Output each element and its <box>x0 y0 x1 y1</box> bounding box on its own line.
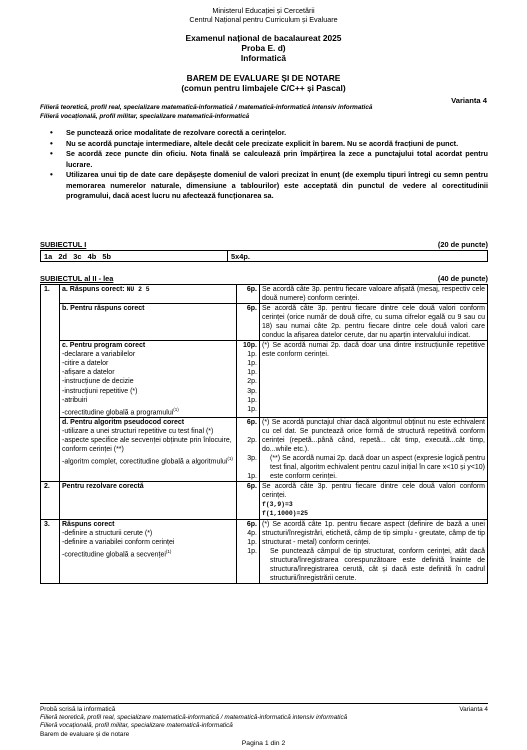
points-value: 2p. <box>247 378 257 386</box>
rule-item: • Nu se acordă punctaje intermediare, altele decât cele precizate explicit în barem. Nu se acordă fracțiuni de punct. <box>40 139 488 149</box>
item-description <box>60 519 237 583</box>
subject-label: Informatică <box>240 53 287 63</box>
criterion: -instrucțiuni repetitive (*) <box>62 387 138 395</box>
comment-text: (*) Se acordă punctajul chiar dacă algoritmul obținut nu este echivalent cu cel dat. Se punctează orice formă de structură repetitivă conform cerinței (repetă...până când, repetă... cât timp, execută...cât timp, do...while etc.). <box>262 418 485 454</box>
filiera-line: Filieră teoretică, profil real, specializare matematică-informatică / matematică-informatică intensiv informatică <box>40 104 373 111</box>
rule-item: • Utilizarea unui tip de date care depășește domeniul de valori precizat în enunț (de exemplu tipuri întregi cu semn pentru memorarea numerelor naturale, dimensiune a tablourilor) este acceptată din punctul de vedere al corectitudinii programului, dacă acest lucru nu afectează funcționarea sa. <box>40 170 488 201</box>
comment-text: (*) Se acordă câte 1p. pentru fiecare aspect (definire de bază a unei structuri/înregistrări, etichetă, câmp de tip simplu - greutate, câmp de tip structurat - metal) conform cerinței. <box>262 520 485 546</box>
item-description <box>60 417 237 481</box>
points-value: 1p. <box>247 405 257 413</box>
points-value: 1p. <box>247 538 257 546</box>
criterion: -afișare a datelor <box>62 369 115 377</box>
item-title: Pentru rezolvare corectă <box>60 482 237 519</box>
row-number: 2. <box>41 482 60 519</box>
table-row <box>41 417 488 481</box>
subiect2-title: SUBIECTUL al II - lea <box>40 274 114 283</box>
footer-variant: Varianta 4 <box>459 706 488 713</box>
item-comment <box>260 519 488 583</box>
item-comment <box>260 417 488 481</box>
item-comment: (*) Se acordă numai 2p. dacă doar una dintre instrucțiunile repetitive este conform cerinței. <box>260 341 488 418</box>
answer: 2d <box>58 251 68 261</box>
item-title: a. Răspuns corect: <box>62 286 125 293</box>
table-row <box>41 482 488 519</box>
subiect1-table <box>40 250 488 262</box>
subiect1-points: (20 de puncte) <box>437 240 488 249</box>
subiect1-answers <box>41 251 228 262</box>
footnote-mark: (1) <box>173 406 179 412</box>
item-points: 6p. <box>237 304 260 341</box>
page-number: Pagina 1 din 2 <box>241 740 286 747</box>
table-row <box>41 251 488 262</box>
points-value: 4p. <box>247 529 257 537</box>
footer-filiera: Filieră vocațională, profil militar, specializare matematică-informatică <box>40 722 233 730</box>
table-row <box>41 519 488 583</box>
subiect1-title: SUBIECTUL I <box>40 240 87 249</box>
rule-item: • Se acordă zece puncte din oficiu. Nota finală se calculează prin împărțirea la zece a punctajului total acordat pentru lucrare. <box>40 149 488 169</box>
answer: 5b <box>102 251 112 261</box>
ministry-name: Ministerul Educației și Cercetării <box>212 6 315 15</box>
item-title: Răspuns corect <box>62 520 115 528</box>
points-value: 1p. <box>247 351 257 359</box>
item-points: 6p. <box>237 285 260 304</box>
barem-title: BAREM DE EVALUARE ȘI DE NOTARE <box>186 73 341 83</box>
item-points <box>237 341 260 418</box>
item-points <box>237 417 260 481</box>
item-points <box>237 519 260 583</box>
subiect1-heading <box>40 240 488 249</box>
item-title: d. Pentru algoritm pseudocod corect <box>62 418 185 426</box>
item-comment: Se acordă câte 3p. pentru fiecare valoare afișată (mesaj, respectiv cele două numere) conform cerinței. <box>260 285 488 304</box>
criterion: -instrucțiune de decizie <box>62 378 134 386</box>
comment-text: (**) Se acordă numai 2p. dacă doar un aspect (expresie logică pentru test final, algoritm echivalent pentru cazul inițial în care x<10 și y<10) este conform cerinței. <box>270 455 485 481</box>
footer-barem: Barem de evaluare și de notare <box>40 730 130 738</box>
subiect2-table <box>40 284 488 584</box>
footer-filiera: Filieră teoretică, profil real, specializare matematică-informatică / matematică-informatică intensiv informatică <box>40 714 348 722</box>
table-row <box>41 341 488 418</box>
item-comment: Se acordă câte 3p. pentru fiecare dintre cele două valori conform cerinței (orice număr de două cifre, cu suma cifrelor egală cu 9 sau cu 18) sau numai câte 2p. pentru fiecare dintre cele două valori care conduc la afișarea datelor cerute, dar nu aparțin intervalului indicat. <box>260 304 488 341</box>
row-number: 1. <box>41 285 60 482</box>
footnote-mark: (1) <box>227 456 233 462</box>
footer-divider <box>40 703 488 704</box>
proba-label: Proba E. d) <box>241 43 286 53</box>
answer-code: f(1,1000)=25 <box>262 510 309 518</box>
item-title: c. Pentru program corect <box>62 342 146 350</box>
criterion: -corectitudine globală a secvenței <box>62 550 166 558</box>
points-value: 1p. <box>247 369 257 377</box>
header-institution <box>0 6 527 24</box>
item-points: 6p. <box>237 482 260 519</box>
points-total: 6p. <box>246 418 257 426</box>
footer-exam: Probă scrisă la informatică <box>40 706 116 713</box>
points-value: 1p. <box>247 547 257 555</box>
grading-rules <box>40 128 488 201</box>
comment-text: Se punctează câmpul de tip structurat, conform cerinței, atât dacă structura/înregistrarea corespunzătoare este definită înainte de structura/înregistrarea cerută, cât și dacă este definită în cadrul structurii/înregistrării cerute. <box>270 547 485 582</box>
points-value: 1p. <box>247 473 257 481</box>
points-total: 10p. <box>242 342 257 350</box>
criterion: -aspecte specifice ale secvenței obținute prin înlocuire, conform cerinței (**) <box>62 437 232 454</box>
points-value: 1p. <box>247 360 257 368</box>
criterion: -definire a structurii cerute (*) <box>62 529 153 537</box>
rule-item: • Se punctează orice modalitate de rezolvare corectă a cerințelor. <box>40 128 488 138</box>
variant-label: Varianta 4 <box>451 96 487 105</box>
criterion: -utilizare a unei structuri repetitive cu test final (*) <box>62 428 214 436</box>
filiera-line: Filieră vocațională, profil militar, specializare matematică-informatică <box>40 113 250 120</box>
footer <box>40 706 488 739</box>
comment-text: Se acordă câte 3p. pentru fiecare dintre cele două valori conform cerinței. <box>262 483 485 500</box>
criterion: -declarare a variabilelor <box>62 351 136 359</box>
item-comment <box>260 482 488 519</box>
item-description <box>60 285 237 304</box>
criterion: -definire a variabilei conform cerinței <box>62 538 175 546</box>
points-value: 3p. <box>247 455 257 463</box>
answer: 1a <box>44 251 53 261</box>
exam-title: Examenul național de bacalaureat 2025 <box>185 33 342 43</box>
criterion: -corectitudine globală a programului <box>62 408 174 416</box>
subiect2-heading <box>40 274 488 283</box>
table-row <box>41 285 488 304</box>
answer-code: NU 2 5 <box>126 286 150 293</box>
points-value: 1p. <box>247 396 257 404</box>
center-name: Centrul Național pentru Curriculum și Evaluare <box>189 15 338 24</box>
points-value: 2p. <box>247 437 257 445</box>
footnote-mark: (1) <box>165 548 172 554</box>
subiect1-score: 5x4p. <box>228 251 488 262</box>
item-title: b. Pentru răspuns corect <box>60 304 237 341</box>
row-number: 3. <box>41 519 60 583</box>
languages-note: (comun pentru limbajele C/C++ și Pascal) <box>181 83 346 93</box>
criterion: -citire a datelor <box>62 360 109 368</box>
table-row <box>41 304 488 341</box>
points-total: 6p. <box>246 520 257 528</box>
item-description <box>60 341 237 418</box>
filiere-block <box>40 103 490 121</box>
criterion: -algoritm complet, corectitudine globală a algoritmului <box>62 458 228 466</box>
subiect2-points: (40 de puncte) <box>437 274 488 283</box>
answer: 3c <box>73 251 82 261</box>
answer: 4b <box>87 251 97 261</box>
answer-code: f(3,9)=3 <box>262 501 293 509</box>
points-value: 3p. <box>247 387 257 395</box>
criterion: -atribuiri <box>62 396 88 404</box>
